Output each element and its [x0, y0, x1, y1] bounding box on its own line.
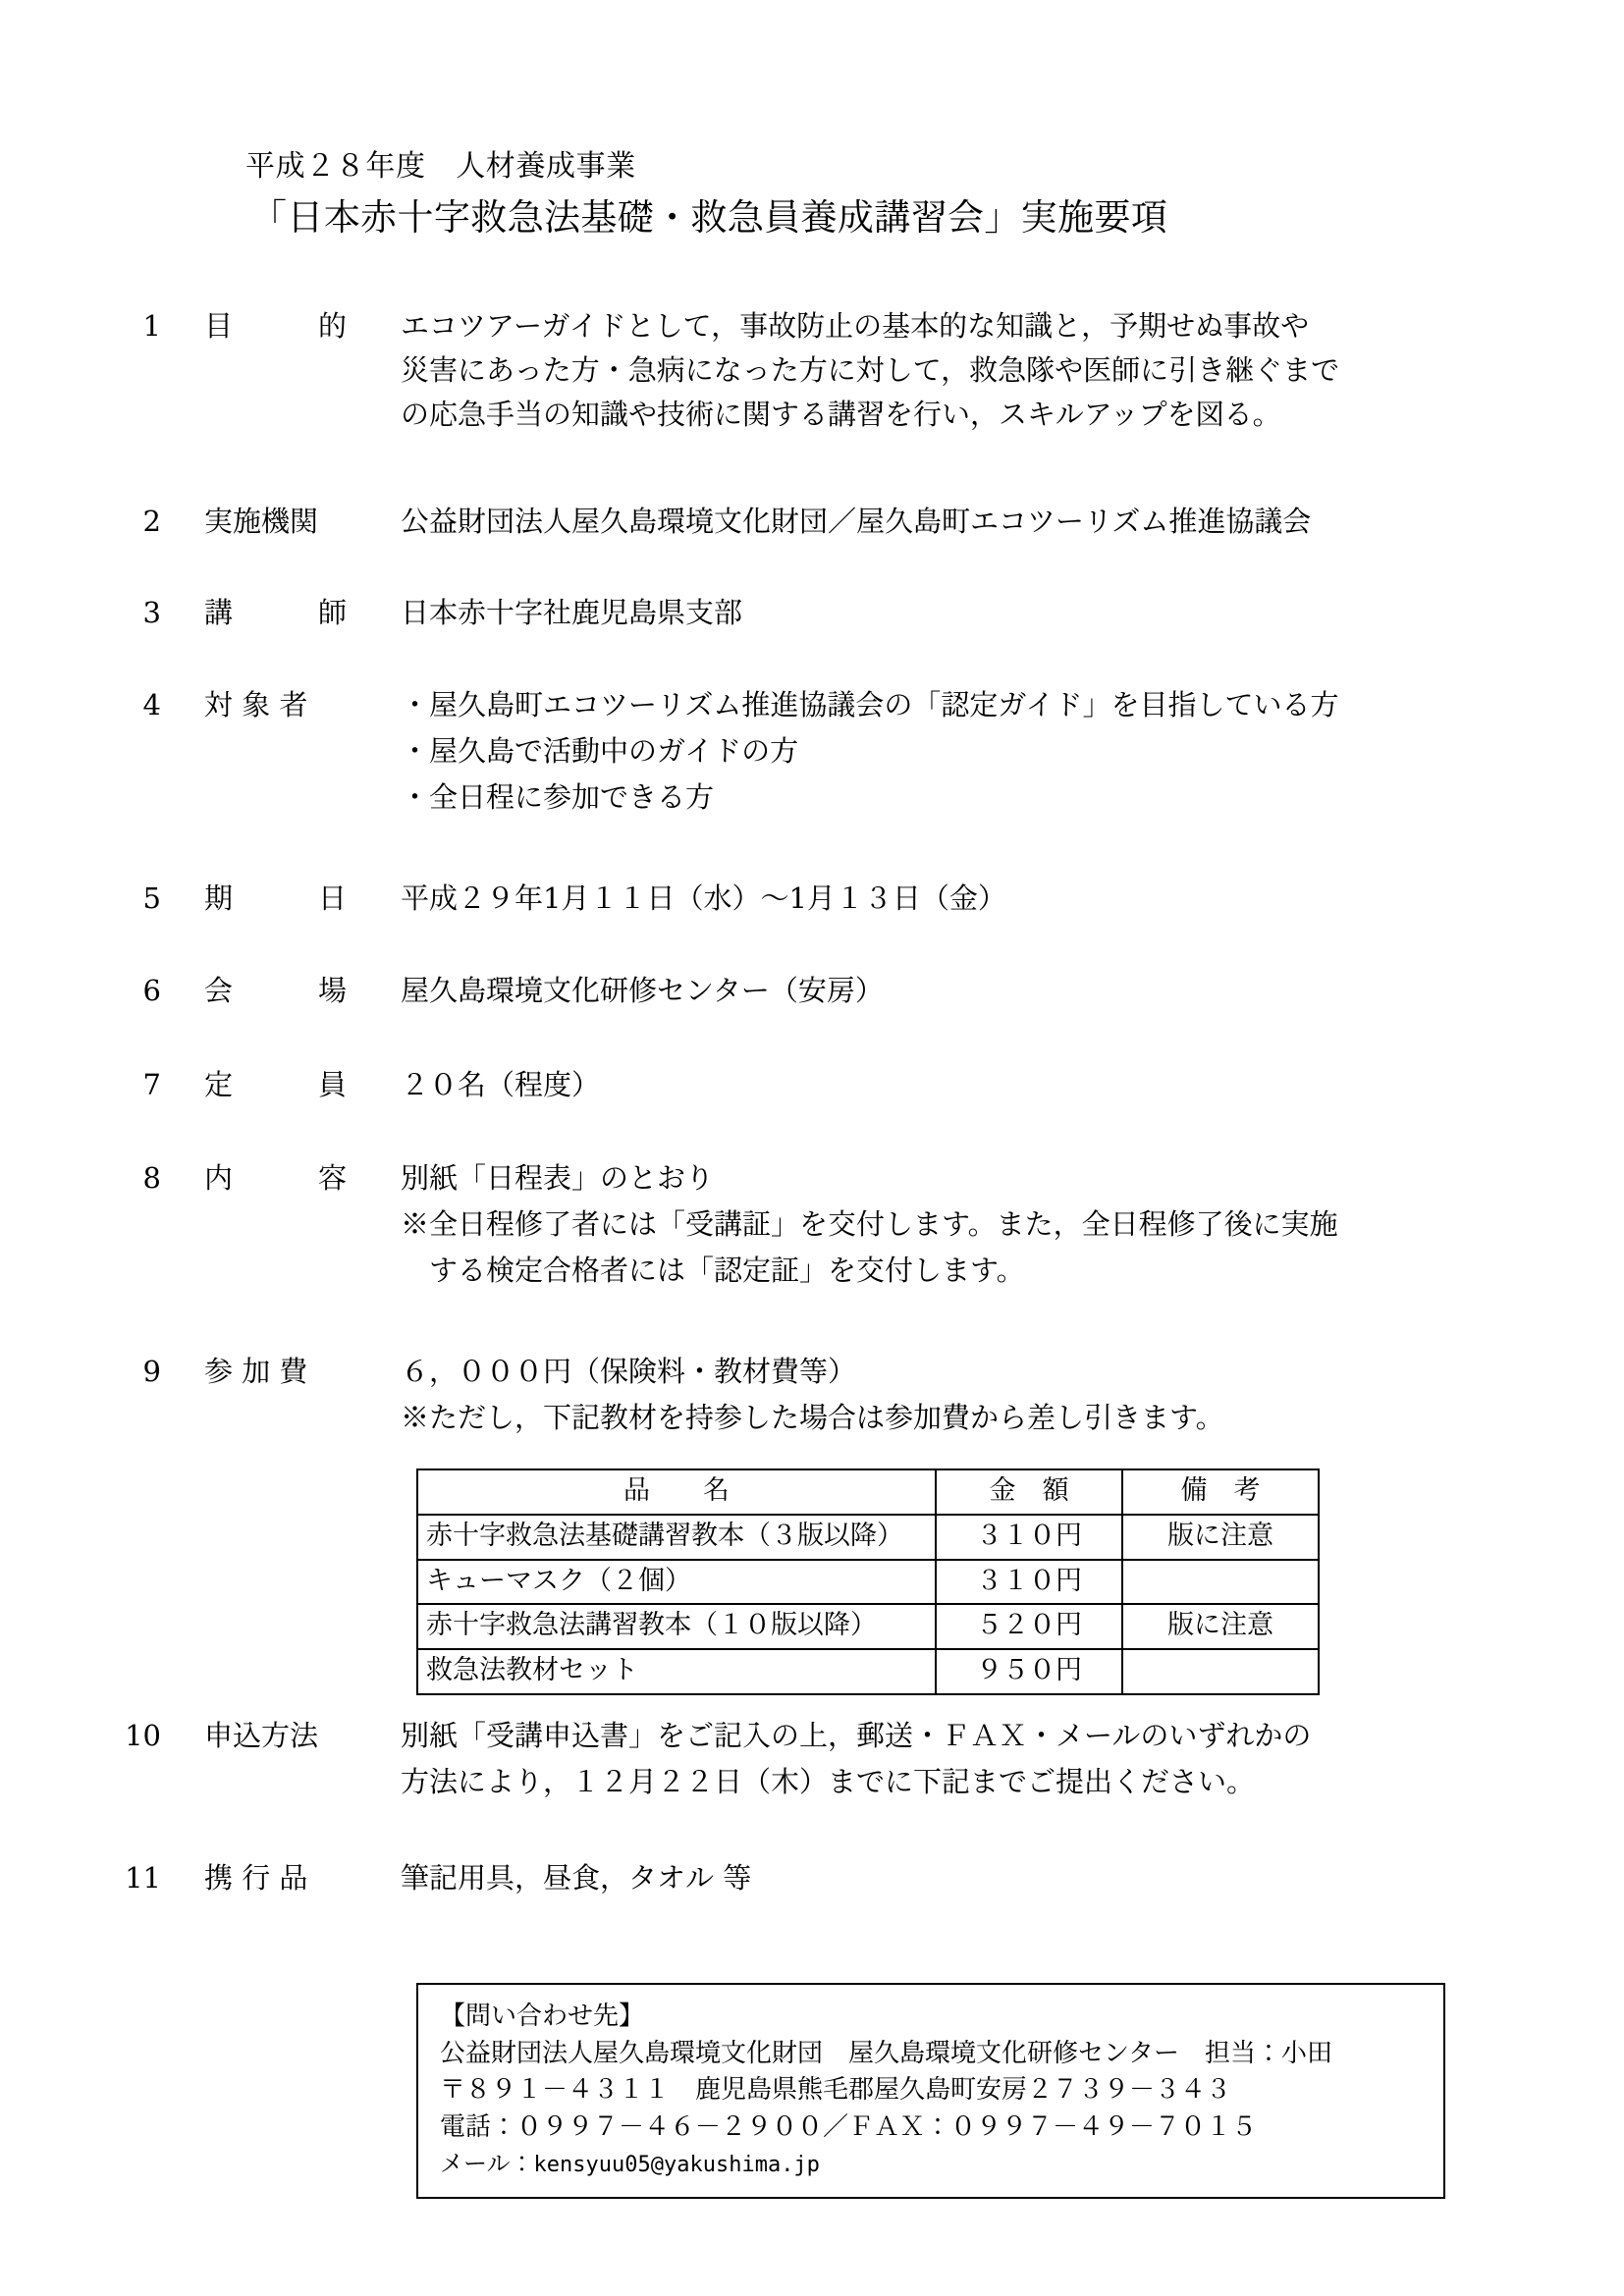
- table-header-note: 備 考: [1122, 1469, 1319, 1515]
- contact-heading: 【問い合わせ先】: [440, 2002, 645, 2031]
- section-text-9-line-1: ６，０００円（保険料・教材費等）: [401, 1355, 857, 1388]
- section-label-10: 申込方法: [204, 1719, 319, 1752]
- section-label-3: 講 師: [204, 596, 348, 629]
- section-text-4-line-2: ・屋久島で活動中のガイドの方: [401, 734, 799, 768]
- section-number-1: 1: [142, 309, 161, 343]
- contact-box: [416, 1983, 1445, 2199]
- section-number-3: 3: [142, 596, 161, 629]
- section-number-2: 2: [142, 505, 161, 538]
- section-number-9: 9: [142, 1355, 161, 1388]
- table-header-amount: 金 額: [936, 1469, 1122, 1515]
- section-number-7: 7: [142, 1068, 161, 1101]
- table-cell-note: 版に注意: [1122, 1515, 1319, 1560]
- section-text-10-line-1: 別紙「受講申込書」をご記入の上，郵送・ＦＡＸ・メールのいずれかの: [401, 1719, 1312, 1752]
- section-text-9-line-2: ※ただし，下記教材を持参した場合は参加費から差し引きます。: [401, 1401, 1224, 1434]
- section-text-10-line-2: 方法により，１２月２２日（木）までに下記までご提出ください。: [401, 1765, 1256, 1798]
- section-text-8-line-2: ※全日程修了者には「受講証」を交付します。また，全日程修了後に実施: [401, 1207, 1338, 1241]
- document-title: 「日本赤十字救急法基礎・救急員養成講習会」実施要項: [250, 196, 1168, 239]
- section-label-5: 期 日: [204, 881, 348, 915]
- section-text-11-line-1: 筆記用具，昼食，タオル 等: [401, 1861, 752, 1895]
- section-text-7-line-1: ２０名（程度）: [401, 1068, 601, 1101]
- section-text-8-line-3: する検定合格者には「認定証」を交付します。: [401, 1254, 1025, 1287]
- section-label-4: 対 象 者: [204, 688, 308, 721]
- contact-email-label: メール：: [440, 2149, 534, 2177]
- section-text-4-line-1: ・屋久島町エコツーリズム推進協議会の「認定ガイド」を目指している方: [401, 688, 1339, 721]
- contact-email-line: [440, 2147, 1424, 2181]
- table-row: [417, 1604, 1319, 1649]
- table-cell-amount: ９５０円: [936, 1649, 1122, 1694]
- section-label-8: 内 容: [204, 1161, 348, 1195]
- document-pretitle: 平成２８年度 人材養成事業: [245, 149, 636, 184]
- section-label-9: 参 加 費: [204, 1355, 308, 1388]
- section-number-6: 6: [142, 974, 161, 1007]
- contact-address: 〒８９１－４３１１ 鹿児島県熊毛郡屋久島町安房２７３９－３４３: [440, 2075, 1232, 2106]
- section-label-11: 携 行 品: [204, 1861, 308, 1895]
- section-text-5-line-1: 平成２９年1月１１日（水）～1月１３日（金）: [401, 881, 1006, 915]
- section-text-8-line-1: 別紙「日程表」のとおり: [401, 1161, 715, 1195]
- table-cell-amount: ３１０円: [936, 1560, 1122, 1605]
- table-cell-item-name: キューマスク（２個）: [417, 1560, 936, 1605]
- materials-price-table: [416, 1468, 1320, 1695]
- table-cell-item-name: 赤十字救急法基礎講習教本（３版以降）: [417, 1515, 936, 1560]
- section-label-2: 実施機関: [204, 505, 319, 538]
- table-cell-note: [1122, 1560, 1319, 1605]
- section-text-1-line-3: の応急手当の知識や技術に関する講習を行い，スキルアップを図る。: [401, 398, 1281, 431]
- table-cell-note: [1122, 1649, 1319, 1694]
- table-cell-item-name: 赤十字救急法講習教本（１０版以降）: [417, 1604, 936, 1649]
- table-header-item-name: 品 名: [417, 1469, 936, 1515]
- section-number-11: 11: [125, 1861, 161, 1895]
- table-header-row: [417, 1469, 1319, 1515]
- section-text-1-line-1: エコツアーガイドとして，事故防止の基本的な知識と，予期せぬ事故や: [401, 309, 1310, 343]
- table-row: [417, 1515, 1319, 1560]
- section-number-8: 8: [142, 1161, 161, 1195]
- section-label-7: 定 員: [204, 1068, 348, 1101]
- section-text-6-line-1: 屋久島環境文化研修センター（安房）: [401, 974, 884, 1007]
- table-cell-item-name: 救急法教材セット: [417, 1649, 936, 1694]
- section-text-3-line-1: 日本赤十字社鹿児島県支部: [401, 596, 743, 629]
- section-number-5: 5: [142, 881, 161, 915]
- contact-phone-fax: 電話：０９９７－４６－２９００／ＦＡＸ：０９９７－４９－７０１５: [440, 2112, 1258, 2143]
- section-text-2-line-1: 公益財団法人屋久島環境文化財団／屋久島町エコツーリズム推進協議会: [401, 505, 1312, 538]
- section-number-4: 4: [142, 688, 161, 721]
- section-text-4-line-3: ・全日程に参加できる方: [401, 780, 715, 814]
- contact-organization: 公益財団法人屋久島環境文化財団 屋久島環境文化研修センター 担当：小田: [440, 2038, 1332, 2068]
- section-label-1: 目 的: [204, 309, 348, 343]
- section-label-6: 会 場: [204, 974, 348, 1007]
- table-row: [417, 1649, 1319, 1694]
- table-cell-amount: ３１０円: [936, 1515, 1122, 1560]
- table-cell-note: 版に注意: [1122, 1604, 1319, 1649]
- section-number-10: 10: [125, 1719, 161, 1752]
- table-row: [417, 1560, 1319, 1605]
- contact-email-address[interactable]: kensyuu05@yakushima.jp: [533, 2152, 820, 2177]
- section-text-1-line-2: 災害にあった方・急病になった方に対して，救急隊や医師に引き継ぐまで: [401, 353, 1340, 387]
- table-cell-amount: ５２０円: [936, 1604, 1122, 1649]
